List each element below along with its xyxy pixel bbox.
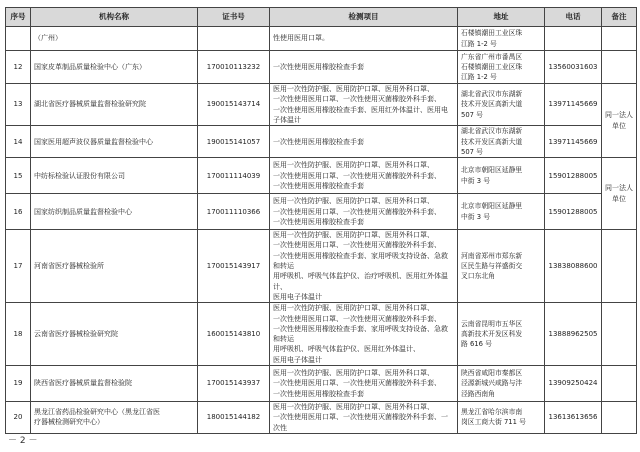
table-row: 13 湖北省医疗器械质量监督检验研究院 190015143714 医用一次性防护服、医用防护口罩、医用外科口罩、 一次性使用医用口罩、一次性使用灭菌橡胶外科手套、 一次性使用医用橡胶检查手套、医用红外体温计、医用电子体温计 湖北省武汉市东湖新 技术开发区高新大道 507 号 13971145669 同一法人 单位: [6, 84, 637, 126]
col-header-addr: 地址: [458, 8, 545, 27]
items-cell: 性使用医用口罩。: [270, 27, 458, 51]
table-row: 20 黑龙江省药品检验研究中心（黑龙江省医 疗器械检测研究中心） 180015144182 医用一次性防护服、医用防护口罩、医用外科口罩、 一次性使用医用口罩、一次性使用灭菌橡胶外科手套、一次性 黑龙江省哈尔滨市南 岗区工商大街 711 号 13613613656: [6, 402, 637, 434]
col-header-name: 机构名称: [31, 8, 198, 27]
table-row: 15 中纺标检验认证股份有限公司 170011114039 医用一次性防护服、医用防护口罩、医用外科口罩、 一次性使用医用口罩、一次性使用灭菌橡胶外科手套、 一次性使用医用橡胶检查手套 北京市朝阳区延静里 中街 3 号 15901288005 同一法人 单位: [6, 158, 637, 194]
col-header-tel: 电话: [545, 8, 602, 27]
col-header-note: 备注: [602, 8, 637, 27]
table-row: 19 陕西省医疗器械质量监督检验院 170015143937 医用一次性防护服、医用防护口罩、医用外科口罩、 一次性使用医用口罩、一次性使用灭菌橡胶外科手套、 一次性使用医用橡胶检查手套 陕西省咸阳市秦都区 泾源新城兴咸路与沣 泾路西南角 13909250424: [6, 366, 637, 402]
table-row: 16 国家纺织制品质量监督检验中心 170011110366 医用一次性防护服、医用防护口罩、医用外科口罩、 一次性使用医用口罩、一次性使用灭菌橡胶外科手套、 一次性使用医用橡胶检查手套 北京市朝阳区延静里 中街 3 号 15901288005: [6, 194, 637, 230]
page-number: － 2 －: [8, 436, 38, 446]
table-row: 12 国家皮革制品质量检验中心（广东） 170010113232 一次性使用医用橡胶检查手套 广东省广州市番禺区 石楼镇潮田工业区珠 江路 1-2 号 13560031603: [6, 51, 637, 84]
table-row: 14 国家医用超声波仪器质量监督检验中心 190015141057 一次性使用医用橡胶检查手套 湖北省武汉市东湖新 技术开发区高新大道 507 号 13971145669: [6, 126, 637, 158]
note-same-legal-entity: 同一法人 单位: [602, 84, 637, 158]
col-header-no: 序号: [6, 8, 31, 27]
col-header-items: 检测项目: [270, 8, 458, 27]
header-row: [6, 8, 637, 27]
col-header-cert: 证书号: [198, 8, 270, 27]
addr-cell: 石楼镇潮田工业区珠 江路 1-2 号: [458, 27, 545, 51]
table-row: 17 河南省医疗器械检验所 170015143917 医用一次性防护服、医用防护口罩、医用外科口罩、 一次性使用医用口罩、一次性使用灭菌橡胶外科手套、 一次性使用医用橡胶检查手套、家用呼吸支持设备、急救和转运 用呼吸机、呼吸气体监护仪、治疗呼吸机、医用红外体温计、 医用电子体温计 河南省郑州市郑东新 区民生路与祥盛街交 叉口东北角 13838088600: [6, 230, 637, 303]
note-same-legal-entity: 同一法人 单位: [602, 158, 637, 230]
table-row: 18 云南省医疗器械检验研究院 160015143810 医用一次性防护服、医用防护口罩、医用外科口罩、 一次性使用医用口罩、一次性使用灭菌橡胶外科手套、 一次性使用医用橡胶检查手套、家用呼吸支持设备、急救和转运 用呼吸机、呼吸气体监护仪、医用红外体温计、 医用电子体温计 云南省昆明市五华区 高新技术开发区科发 路 616 号 13888962505: [6, 303, 637, 366]
name-cell: （广州）: [31, 27, 198, 51]
table-row-continued: [6, 27, 637, 51]
agency-table: [5, 7, 637, 434]
